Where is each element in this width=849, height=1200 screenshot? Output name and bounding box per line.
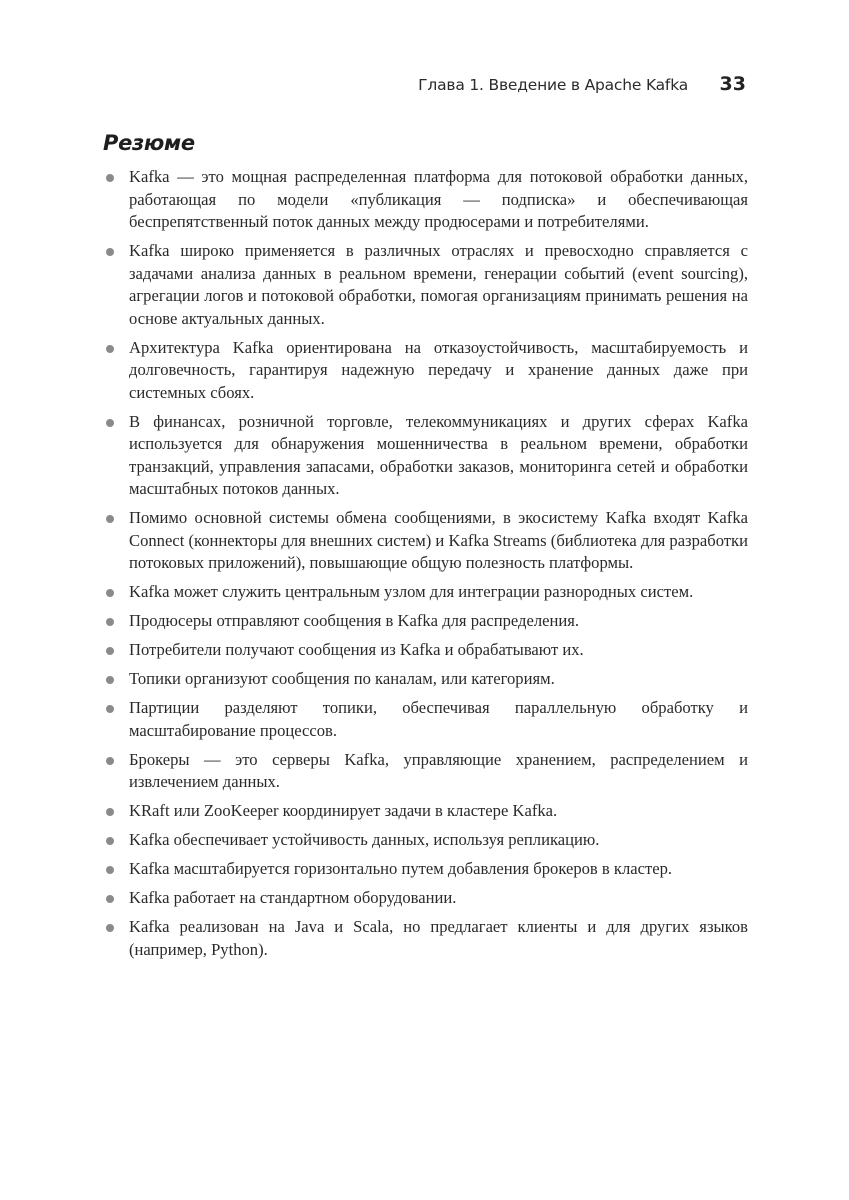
bullet-icon	[106, 837, 114, 845]
list-item-text: Kafka реализован на Java и Scala, но предлагает клиенты и для других языков (например, Python).	[129, 917, 748, 959]
list-item	[103, 610, 748, 633]
bullet-icon	[106, 705, 114, 713]
bullet-icon	[106, 589, 114, 597]
list-item-text: Потребители получают сообщения из Kafka и обрабатывают их.	[129, 640, 584, 659]
list-item	[103, 639, 748, 662]
list-item	[103, 916, 748, 961]
list-item-text: Kafka может служить центральным узлом для интеграции разнородных систем.	[129, 582, 694, 601]
list-item	[103, 887, 748, 910]
list-item	[103, 240, 748, 330]
list-item	[103, 411, 748, 501]
list-item	[103, 166, 748, 234]
list-item-text: Архитектура Kafka ориентирована на отказоустойчивость, масштабируемость и долговечность, гарантируя надежную передачу и хранение данных даже при системных сбоях.	[129, 337, 748, 402]
bullet-icon	[106, 924, 114, 932]
list-item-text: Kafka масштабируется горизонтально путем добавления брокеров в кластер.	[129, 859, 673, 878]
list-item-text: Брокеры — это серверы Kafka, управляющие хранением, распределением и извлечением данных.	[129, 749, 748, 791]
list-item	[103, 507, 748, 575]
list-item-text: Продюсеры отправляют сообщения в Kafka для распределения.	[129, 611, 580, 630]
list-item-text: Kafka обеспечивает устойчивость данных, используя репликацию.	[129, 830, 600, 849]
bullet-icon	[106, 895, 114, 903]
summary-list	[103, 166, 748, 968]
section-heading: Резюме	[103, 131, 195, 155]
page-number: 33	[719, 73, 746, 95]
bullet-icon	[106, 419, 114, 427]
bullet-icon	[106, 647, 114, 655]
list-item-text: Помимо основной системы обмена сообщениями, в экосистему Kafka входят Kafka Connect (коннекторы для внешних систем) и Kafka Streams (библиотека для разработки потоковых приложений), повышающие общую полезность платформы.	[129, 508, 748, 572]
bullet-icon	[106, 808, 114, 816]
list-item-text: KRaft или ZooKeeper координирует задачи в кластере Kafka.	[129, 801, 558, 820]
list-item	[103, 697, 748, 742]
chapter-title: Глава 1. Введение в Apache Kafka	[418, 76, 688, 94]
list-item	[103, 749, 748, 794]
list-item-text: Партиции разделяют топики, обеспечивая параллельную обработку и масштабирование процессов.	[129, 698, 748, 740]
list-item-text: В финансах, розничной торговле, телекоммуникациях и других сферах Kafka используется для обнаружения мошенничества в реальном времени, обработки транзакций, управления запасами, обработки заказов, мониторинга сетей и обработки масштабных потоков данных.	[129, 411, 748, 498]
bullet-icon	[106, 515, 114, 523]
bullet-icon	[106, 757, 114, 765]
list-item	[103, 668, 748, 691]
bullet-icon	[106, 618, 114, 626]
list-item	[103, 581, 748, 604]
list-item	[103, 337, 748, 405]
list-item-text: Kafka работает на стандартном оборудовании.	[129, 888, 457, 907]
bullet-icon	[106, 676, 114, 684]
list-item	[103, 829, 748, 852]
list-item	[103, 800, 748, 823]
list-item-text: Kafka — это мощная распределенная платформа для потоковой обработки данных, работающая по модели «публикация — подписка» и обеспечивающая беспрепятственный поток данных между продюсерами и потребителями.	[129, 167, 748, 231]
list-item	[103, 858, 748, 881]
running-header	[400, 73, 746, 99]
bullet-icon	[106, 866, 114, 874]
list-item-text: Топики организуют сообщения по каналам, или категориям.	[129, 669, 555, 688]
bullet-icon	[106, 248, 114, 256]
bullet-icon	[106, 174, 114, 182]
bullet-icon	[106, 345, 114, 353]
list-item-text: Kafka широко применяется в различных отраслях и превосходно справляется с задачами анализа данных в реальном времени, генерации событий (event sourcing), агрегации логов и потоковой обработки, помогая организациям принимать решения на основе актуальных данных.	[129, 241, 748, 328]
